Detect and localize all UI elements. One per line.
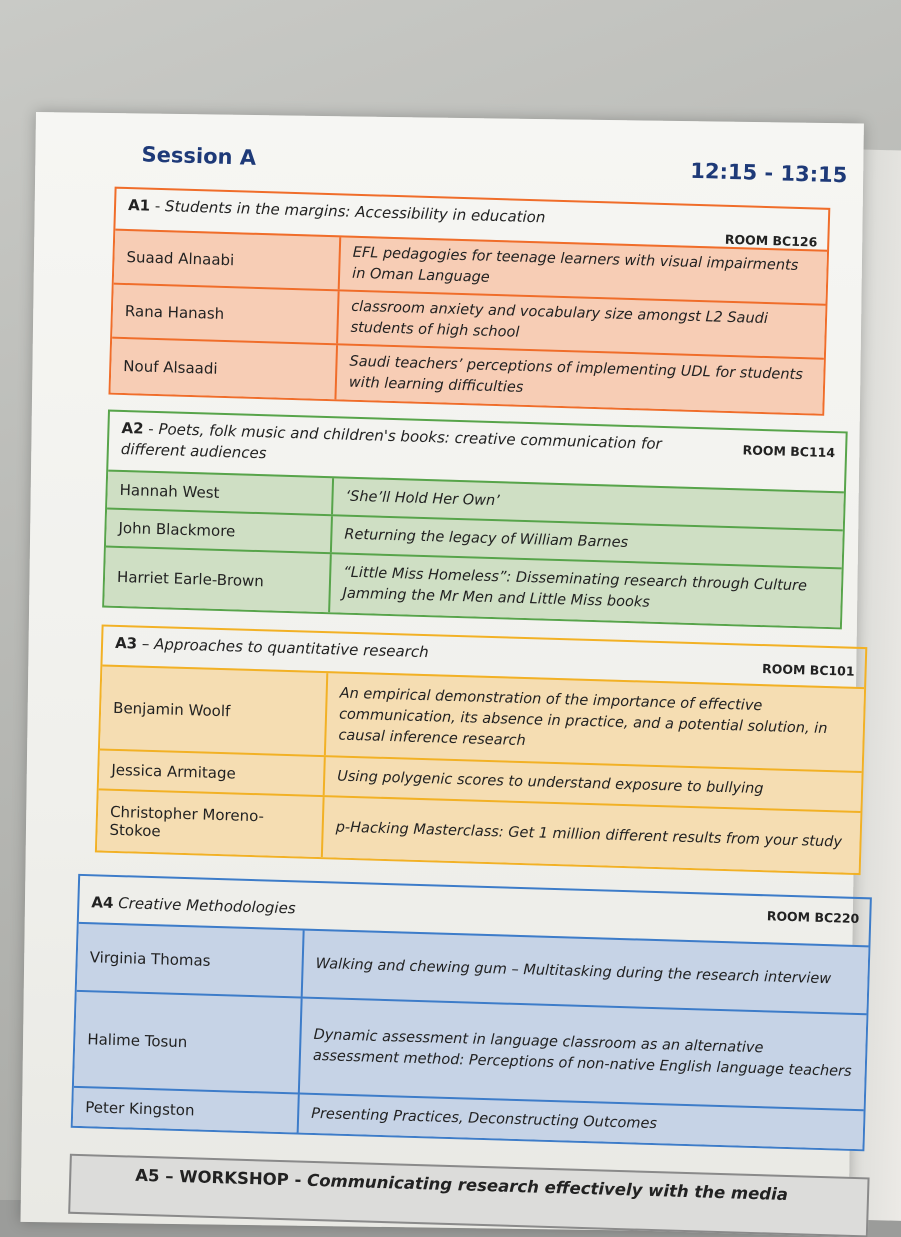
presenter-name: Hannah West [107,472,334,515]
presenter-name: Benjamin Woolf [100,666,328,755]
panel-a5-kind: WORKSHOP [179,1167,290,1190]
panel-a2-code: A2 [121,418,144,438]
panel-a4-code: A4 [91,893,114,912]
panel-a1-separator: - [149,196,166,216]
panel-a2 [102,410,848,630]
panel-a3-room: ROOM BC101 [761,661,855,679]
talk-title: Returning the legacy of William Barnes [344,526,629,551]
presenter-name: Jessica Armitage [99,750,326,795]
panel-a1-theme: Students in the margins: Accessibility in education [164,197,546,227]
talk-title: Presenting Practices, Deconstructing Outcomes [310,1105,658,1132]
talk-title: “Little Miss Homeless”: Disseminating research through Culture Jamming the Mr Men and Little Miss books [342,564,808,611]
session-title: Session A [141,142,257,170]
presenter-name: Nouf Alsaadi [111,339,339,400]
presenter-name: Suaad Alnaabi [114,231,341,290]
panel-a1-code: A1 [127,196,151,215]
talk-title: Saudi teachers’ perceptions of implementing UDL for students with learning difficulties [348,353,803,396]
talk-title: Walking and chewing gum – Multitasking during the research interview [315,955,832,987]
presenter-name: Virginia Thomas [77,924,305,997]
session-time: 12:15 - 13:15 [689,158,848,188]
presenter-name: John Blackmore [106,510,333,553]
talk-title: classroom anxiety and vocabulary size amongst L2 Saudi students of high school [350,298,769,341]
presenter-name: Halime Tosun [74,992,303,1093]
panel-a5-code: A5 [135,1165,160,1186]
panel-a3-code: A3 [114,633,138,653]
panel-a5-separator: – [159,1166,180,1186]
panel-a4 [71,874,872,1151]
panel-a2-separator: - [143,419,159,439]
panel-a3-separator: – [136,634,155,654]
panel-a5-kind-separator: - [288,1170,308,1190]
panel-a4-room: ROOM BC220 [766,908,860,927]
presenter-name: Peter Kingston [73,1088,300,1133]
talk-title: ‘She’ll Hold Her Own’ [345,488,501,509]
presenter-name: Rana Hanash [112,285,339,344]
panel-a1-room: ROOM BC126 [724,231,818,250]
panel-a1 [108,187,830,416]
panel-a2-room: ROOM BC114 [742,442,836,461]
panel-a2-theme: Poets, folk music and children's books: creative communication for different audiences [120,420,662,463]
talk-title: EFL pedagogies for teenage learners with visual impairments in Oman Language [351,244,799,286]
panel-a5-theme: Communicating research effectively with the media [306,1170,789,1205]
presenter-name: Harriet Earle-Brown [104,548,332,613]
panel-a3-theme: Approaches to quantitative research [153,635,429,662]
panel-a4-theme: Creative Methodologies [117,894,296,918]
panel-a3 [95,624,867,875]
talk-title: An empirical demonstration of the importance of effective communication, its absence in practice, and a potential solution, in causal inference research [338,685,828,749]
talk-title: p-Hacking Masterclass: Get 1 million different results from your study [335,818,843,851]
presenter-name: Christopher Moreno-Stokoe [97,790,325,857]
talk-title: Using polygenic scores to understand exposure to bullying [337,768,764,797]
talk-title: Dynamic assessment in language classroom as an alternative assessment method: Perceptions of non-native English language teachers [312,1026,852,1080]
